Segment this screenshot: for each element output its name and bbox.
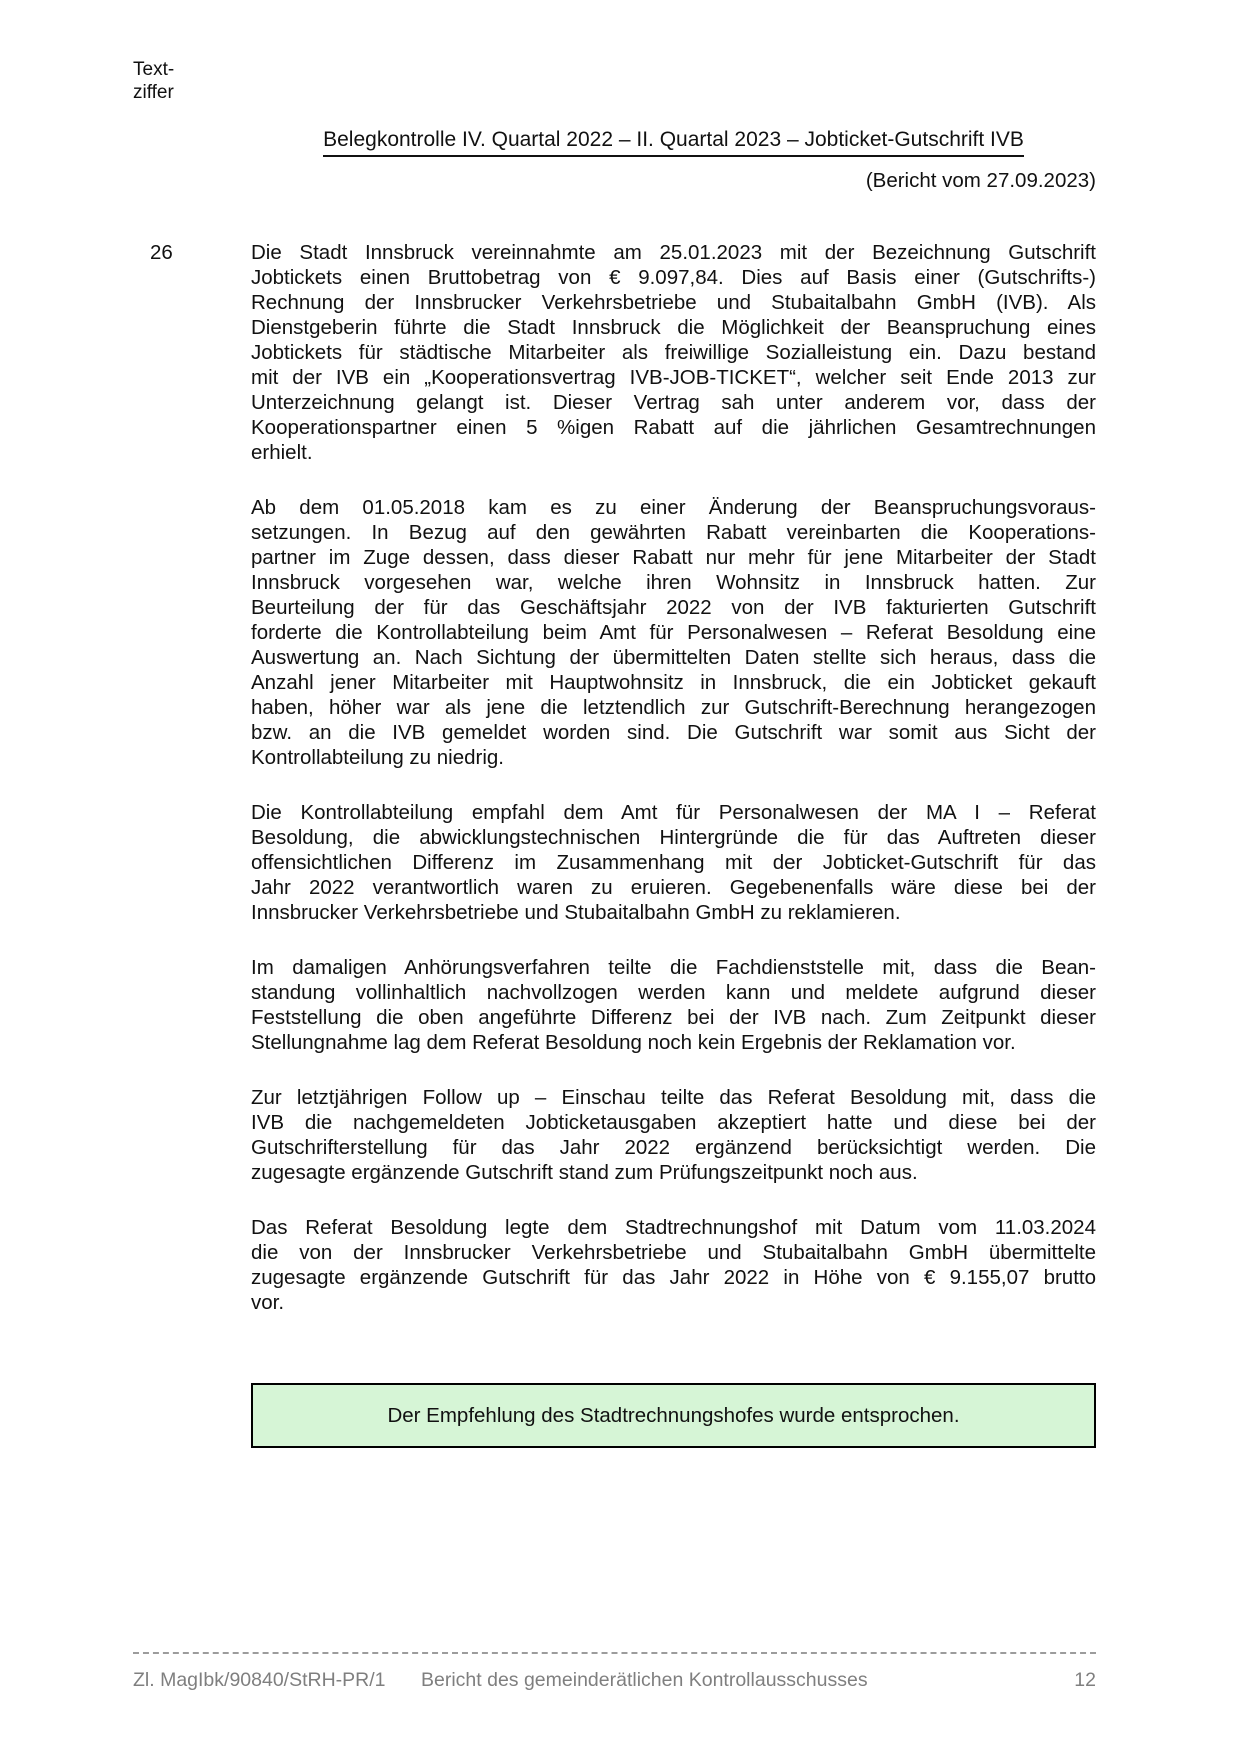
text-line: Ab dem 01.05.2018 kam es zu einer Änderung der Beanspruchungsvoraus-	[251, 496, 1096, 519]
page-footer	[133, 1652, 1096, 1692]
text-line: setzungen. In Bezug auf den gewährten Rabatt vereinbarten die Kooperations-	[251, 521, 1096, 544]
text-line: Innsbrucker Verkehrsbetriebe und Stubaitalbahn GmbH zu reklamieren.	[251, 901, 901, 924]
text-line: Besoldung, die abwicklungstechnischen Hintergründe die für das Auftreten dieser	[251, 826, 1096, 849]
text-line: zugesagte ergänzende Gutschrift für das Jahr 2022 in Höhe von € 9.155,07 brutto	[251, 1266, 1096, 1289]
text-line: Jobtickets für städtische Mitarbeiter als freiwillige Sozialleistung ein. Dazu bestand	[251, 341, 1096, 364]
report-date: (Bericht vom 27.09.2023)	[865, 169, 1096, 192]
margin-note-line-1: Text-	[133, 59, 175, 80]
text-line: Zur letztjährigen Follow up – Einschau teilte das Referat Besoldung mit, dass die	[251, 1086, 1096, 1109]
paragraph	[251, 240, 1096, 465]
recommendation-box	[251, 1383, 1096, 1448]
text-line: Dienstgeberin führte die Stadt Innsbruck die Möglichkeit der Beanspruchung eines	[251, 316, 1096, 339]
text-line: vor.	[251, 1291, 285, 1314]
text-line: Im damaligen Anhörungsverfahren teilte die Fachdienststelle mit, dass die Bean-	[251, 956, 1096, 979]
text-line: Kontrollabteilung zu niedrig.	[251, 746, 504, 769]
text-line: Feststellung die oben angeführte Differenz bei der IVB nach. Zum Zeitpunkt dieser	[251, 1006, 1096, 1029]
text-line: die von der Innsbrucker Verkehrsbetriebe und Stubaitalbahn GmbH übermittelte	[251, 1241, 1096, 1264]
text-line: forderte die Kontrollabteilung beim Amt für Personalwesen – Referat Besoldung eine	[251, 621, 1096, 644]
paragraph	[251, 1085, 1096, 1185]
text-line: haben, höher war als jene die letztendlich zur Gutschrift-Berechnung herangezogen	[251, 696, 1096, 719]
text-line: erhielt.	[251, 441, 313, 464]
text-line: Jobtickets einen Bruttobetrag von € 9.097,84. Dies auf Basis einer (Gutschrifts-)	[251, 266, 1096, 289]
margin-note-line-2: ziffer	[133, 82, 174, 103]
paragraph	[251, 800, 1096, 925]
footer-reference: Zl. MagIbk/90840/StRH-PR/1	[133, 1669, 386, 1691]
textziffer-number: 26	[150, 241, 173, 264]
text-line: Anzahl jener Mitarbeiter mit Hauptwohnsitz in Innsbruck, die ein Jobticket gekauft	[251, 671, 1096, 694]
text-line: offensichtlichen Differenz im Zusammenhang mit der Jobticket-Gutschrift für das	[251, 851, 1096, 874]
section-title: Belegkontrolle IV. Quartal 2022 – II. Quartal 2023 – Jobticket-Gutschrift IVB	[323, 128, 1024, 157]
text-line: IVB die nachgemeldeten Jobticketausgaben akzeptiert hatte und diese bei der	[251, 1111, 1096, 1134]
text-line: mit der IVB ein „Kooperationsvertrag IVB-JOB-TICKET“, welcher seit Ende 2013 zur	[251, 366, 1096, 389]
text-line: zugesagte ergänzende Gutschrift stand zum Prüfungszeitpunkt noch aus.	[251, 1161, 918, 1184]
text-line: Gutschrifterstellung für das Jahr 2022 ergänzend berücksichtigt werden. Die	[251, 1136, 1096, 1159]
text-line: standung vollinhaltlich nachvollzogen werden kann und meldete aufgrund dieser	[251, 981, 1096, 1004]
text-line: Innsbruck vorgesehen war, welche ihren Wohnsitz in Innsbruck hatten. Zur	[251, 571, 1096, 594]
text-line: Jahr 2022 verantwortlich waren zu eruieren. Gegebenenfalls wäre diese bei der	[251, 876, 1096, 899]
text-line: Stellungnahme lag dem Referat Besoldung noch kein Ergebnis der Reklamation vor.	[251, 1031, 1016, 1054]
text-line: Rechnung der Innsbrucker Verkehrsbetriebe und Stubaitalbahn GmbH (IVB). Als	[251, 291, 1096, 314]
footer-page-number: 12	[1074, 1669, 1096, 1691]
text-line: Das Referat Besoldung legte dem Stadtrechnungshof mit Datum vom 11.03.2024	[251, 1216, 1096, 1239]
text-line: Beurteilung der für das Geschäftsjahr 2022 von der IVB fakturierten Gutschrift	[251, 596, 1096, 619]
text-line: Die Kontrollabteilung empfahl dem Amt für Personalwesen der MA I – Referat	[251, 801, 1096, 824]
body-paragraphs	[251, 240, 1096, 1345]
margin-note-textziffer	[133, 58, 174, 104]
text-line: Die Stadt Innsbruck vereinnahmte am 25.01.2023 mit der Bezeichnung Gutschrift	[251, 241, 1096, 264]
paragraph	[251, 495, 1096, 770]
section-title-row	[251, 128, 1096, 157]
text-line: Auswertung an. Nach Sichtung der übermittelten Daten stellte sich heraus, dass die	[251, 646, 1096, 669]
footer-document-title: Bericht des gemeinderätlichen Kontrollausschusses	[421, 1669, 868, 1691]
paragraph	[251, 955, 1096, 1055]
text-line: partner im Zuge dessen, dass dieser Rabatt nur mehr für jene Mitarbeiter der Stadt	[251, 546, 1096, 569]
text-line: bzw. an die IVB gemeldet worden sind. Die Gutschrift war somit aus Sicht der	[251, 721, 1096, 744]
recommendation-text: Der Empfehlung des Stadtrechnungshofes wurde entsprochen.	[387, 1403, 960, 1427]
text-line: Kooperationspartner einen 5 %igen Rabatt auf die jährlichen Gesamtrechnungen	[251, 416, 1096, 439]
paragraph	[251, 1215, 1096, 1315]
text-line: Unterzeichnung gelangt ist. Dieser Vertrag sah unter anderem vor, dass der	[251, 391, 1096, 414]
